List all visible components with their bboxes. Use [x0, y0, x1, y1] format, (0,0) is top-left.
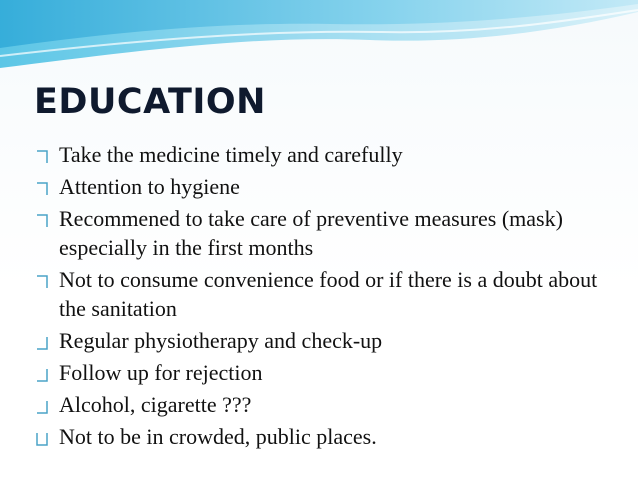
bullet-text: Regular physiotherapy and check-up	[59, 328, 383, 353]
list-item	[34, 172, 614, 201]
list-item	[34, 326, 614, 355]
bullet-corner-icon	[36, 275, 50, 290]
bullet-corner-icon	[36, 150, 50, 165]
slide-title: EDUCATION	[34, 82, 266, 122]
list-item	[34, 358, 614, 387]
bullet-corner-icon	[36, 400, 50, 415]
list-item	[34, 422, 614, 451]
bullet-corner-icon	[36, 214, 50, 229]
list-item	[34, 265, 614, 323]
bullet-corner-icon	[36, 336, 50, 351]
bullet-text: Follow up for rejection	[59, 360, 263, 385]
bullet-text: Not to consume convenience food or if there is a doubt about the sanitation	[59, 267, 598, 321]
bullet-text: Take the medicine timely and carefully	[59, 142, 403, 167]
bullet-text: Attention to hygiene	[59, 174, 240, 199]
bullet-list	[34, 140, 614, 454]
list-item	[34, 140, 614, 169]
bullet-corner-icon	[36, 368, 50, 383]
list-item	[34, 390, 614, 419]
bullet-corner-icon	[36, 182, 50, 197]
bullet-corner-icon	[36, 432, 50, 447]
bullet-text: Alcohol, cigarette ???	[59, 392, 252, 417]
bullet-text: Not to be in crowded, public places.	[59, 424, 377, 449]
bullet-text: Recommened to take care of preventive measures (mask) especially in the first months	[59, 206, 563, 260]
list-item	[34, 204, 614, 262]
decorative-wave-banner	[0, 0, 638, 80]
